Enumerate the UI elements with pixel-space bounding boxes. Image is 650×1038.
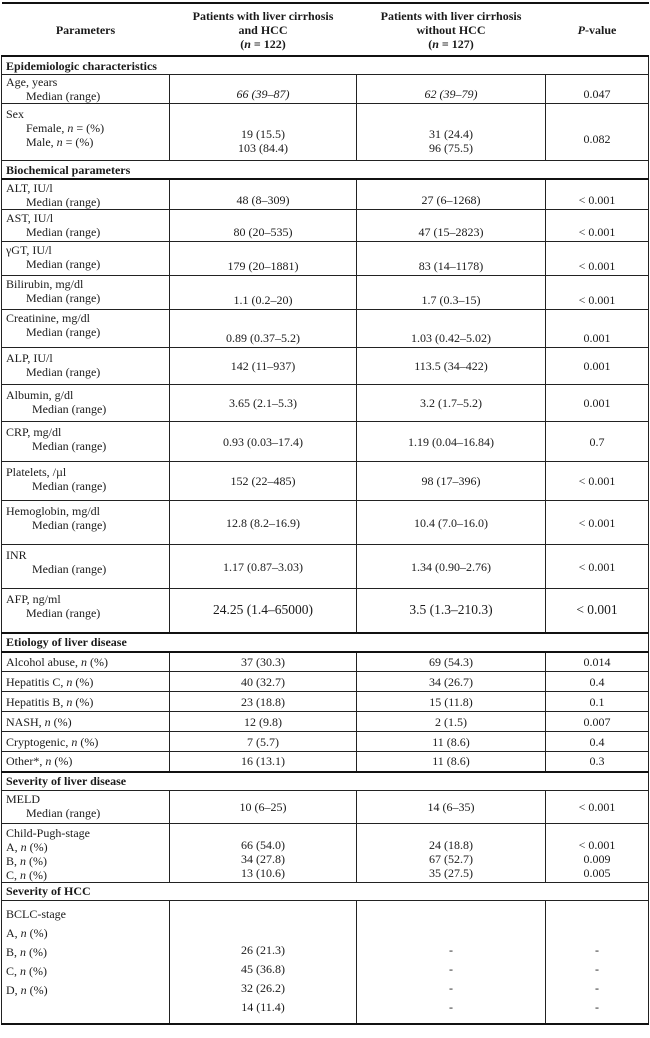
table-row: [2, 752, 649, 772]
stage-n: n: [20, 944, 27, 959]
cell-nohcc: 27 (6–1268): [357, 179, 546, 210]
section-biochemical: Biochemical parameters: [2, 161, 649, 180]
cell-p: < 0.001: [546, 210, 649, 242]
param-sub: Median (range): [26, 365, 101, 379]
param-name: Hepatitis B,: [6, 694, 67, 709]
cell-nohcc: 3.5 (1.3–210.3): [357, 589, 546, 633]
table-row: [2, 310, 649, 348]
cell-hcc: 48 (8–309): [170, 179, 357, 210]
table-row: [2, 712, 649, 732]
stage-n: n: [20, 963, 27, 978]
param-sub: Median (range): [32, 402, 107, 416]
param-pct: (%): [72, 694, 94, 709]
cell-p: 0.001: [546, 348, 649, 385]
table-row: [2, 210, 649, 242]
stage-pct: (%): [26, 944, 48, 959]
param-name: ALT, IU/l: [6, 181, 53, 195]
section-row: [2, 161, 649, 180]
param-label: [2, 652, 170, 672]
cell-nohcc: 113.5 (34–422): [357, 348, 546, 385]
cell-p: < 0.001: [546, 462, 649, 501]
param-name: γGT, IU/l: [6, 243, 52, 257]
section-row: [2, 633, 649, 652]
section-severity-hcc: Severity of HCC: [2, 882, 649, 900]
param-label: [2, 462, 170, 501]
param-label: [2, 179, 170, 210]
section-severity-liver: Severity of liver disease: [2, 772, 649, 791]
cell-hcc: 80 (20–535): [170, 210, 357, 242]
stage-no-hcc-value: 24 (18.8): [429, 837, 473, 852]
param-pct: (%): [72, 674, 94, 689]
param-child-pugh: Child-Pugh-stage A, n (%) B, n (%) C, n (%): [2, 823, 170, 882]
param-label: [2, 385, 170, 422]
cell-hcc: 1.1 (0.2–20): [170, 276, 357, 310]
stage-pct: (%): [26, 867, 48, 882]
param-pct: (%): [77, 734, 99, 749]
param-name: NASH,: [6, 714, 45, 729]
param-name: Bilirubin, mg/dl: [6, 277, 84, 291]
param-sub: Median (range): [26, 325, 101, 339]
stage-letter: C,: [6, 867, 21, 882]
header-hcc: Patients with liver cirrhosis and HCC (n = 122): [170, 3, 357, 56]
cell-hcc: 142 (11–937): [170, 348, 357, 385]
table-row: [2, 823, 649, 882]
characteristics-table: [1, 2, 649, 1025]
param-age: Age, years Median (range): [2, 75, 170, 104]
cell-nohcc: 15 (11.8): [357, 692, 546, 712]
stage-pct: (%): [26, 853, 48, 868]
sex-no-hcc: 31 (24.4) 96 (75.5): [357, 104, 546, 161]
stage-p-value: -: [595, 1000, 599, 1014]
stage-n: n: [20, 982, 27, 997]
meld-hcc: 10 (6–25): [170, 790, 357, 823]
param-sub: Median (range): [32, 439, 107, 453]
meld-p: < 0.001: [546, 790, 649, 823]
stage-no-hcc-value: -: [449, 943, 453, 957]
stage-pct: (%): [26, 925, 48, 940]
table-row: [2, 501, 649, 545]
header-parameters: Parameters: [2, 3, 170, 56]
param-label: [2, 732, 170, 752]
param-n: n: [66, 694, 73, 709]
param-n: n: [45, 754, 52, 769]
cell-p: 0.001: [546, 310, 649, 348]
cell-p: 0.4: [546, 672, 649, 692]
cell-p: < 0.001: [546, 276, 649, 310]
stage-letter: D,: [6, 982, 21, 997]
child-pugh-p: [546, 823, 649, 882]
cell-p: 0.014: [546, 652, 649, 672]
cell-hcc: 179 (20–1881): [170, 242, 357, 276]
stage-label: [6, 962, 164, 981]
stage-label: [6, 924, 164, 943]
param-pct: (%): [51, 754, 73, 769]
cell-nohcc: 1.7 (0.3–15): [357, 276, 546, 310]
cell-nohcc: 83 (14–1178): [357, 242, 546, 276]
cell-p: 0.001: [546, 385, 649, 422]
table-row: [2, 242, 649, 276]
cell-hcc: 23 (18.8): [170, 692, 357, 712]
cell-p: 0.007: [546, 712, 649, 732]
stage-pct: (%): [26, 982, 48, 997]
param-name: CRP, mg/dl: [6, 425, 62, 439]
param-sub: Median (range): [32, 479, 107, 493]
cell-nohcc: 11 (8.6): [357, 752, 546, 772]
stage-n: n: [20, 867, 27, 882]
table-row: [2, 652, 649, 672]
param-sub: Median (range): [26, 291, 101, 305]
age-hcc: 66 (39–87): [170, 75, 357, 104]
param-name: Platelets, /µl: [6, 465, 67, 479]
stage-n: n: [20, 839, 27, 854]
param-name: AFP, ng/ml: [6, 592, 61, 606]
param-sub: Median (range): [26, 606, 101, 620]
header-p-value: P-value: [546, 3, 649, 56]
param-label: [2, 276, 170, 310]
param-sub: Median (range): [26, 225, 101, 239]
param-label: [2, 692, 170, 712]
param-name: Hepatitis C,: [6, 674, 67, 689]
table-row: [2, 179, 649, 210]
table-row: [2, 900, 649, 1024]
cell-hcc: 40 (32.7): [170, 672, 357, 692]
cell-nohcc: 1.19 (0.04–16.84): [357, 422, 546, 462]
table-row: [2, 790, 649, 823]
stage-hcc-value: 14 (11.4): [241, 1000, 285, 1014]
cell-hcc: 7 (5.7): [170, 732, 357, 752]
table-row: [2, 276, 649, 310]
cell-nohcc: 98 (17–396): [357, 462, 546, 501]
param-name: Creatinine, mg/dl: [6, 311, 90, 325]
cell-hcc: 12.8 (8.2–16.9): [170, 501, 357, 545]
stage-p-value: -: [595, 962, 599, 976]
cell-nohcc: 3.2 (1.7–5.2): [357, 385, 546, 422]
param-name: Cryptogenic,: [6, 734, 72, 749]
stage-hcc-value: 45 (36.8): [241, 962, 285, 976]
param-label: [2, 672, 170, 692]
cell-hcc: 1.17 (0.87–3.03): [170, 545, 357, 589]
cell-p: < 0.001: [546, 501, 649, 545]
stage-letter: B,: [6, 853, 21, 868]
section-epidemiologic: Epidemiologic characteristics: [2, 56, 649, 75]
stage-p-value: -: [595, 981, 599, 995]
cell-hcc: 12 (9.8): [170, 712, 357, 732]
stage-letter: C,: [6, 963, 21, 978]
stage-pct: (%): [26, 963, 48, 978]
param-bclc: BCLC-stage A, n (%) B, n (%) C, n (%) D, n (%): [2, 900, 170, 1024]
param-sex: Sex Female, n = (%) Male, n = (%): [2, 104, 170, 161]
param-label: [2, 422, 170, 462]
cell-hcc: 152 (22–485): [170, 462, 357, 501]
cell-p: < 0.001: [546, 545, 649, 589]
stage-no-hcc-value: -: [449, 1000, 453, 1014]
age-p: 0.047: [546, 75, 649, 104]
param-label: [2, 545, 170, 589]
stage-hcc-value: 13 (10.6): [241, 865, 285, 880]
stage-no-hcc-value: 67 (52.7): [429, 851, 473, 866]
section-row: [2, 882, 649, 900]
param-sub: Median (range): [26, 257, 101, 271]
table-row: [2, 732, 649, 752]
param-name: INR: [6, 548, 27, 562]
bclc-p: [546, 900, 649, 1024]
stage-p-value: < 0.001: [578, 837, 616, 852]
stage-p-value: 0.009: [583, 851, 611, 866]
child-pugh-hcc: [170, 823, 357, 882]
param-label: [2, 242, 170, 276]
section-etiology: Etiology of liver disease: [2, 633, 649, 652]
table-row: [2, 545, 649, 589]
cell-p: < 0.001: [546, 179, 649, 210]
table-row: [2, 692, 649, 712]
bclc-no-hcc: [357, 900, 546, 1024]
cell-p: 0.1: [546, 692, 649, 712]
stage-letter: B,: [6, 944, 21, 959]
table-row: [2, 348, 649, 385]
table-row: [2, 672, 649, 692]
stage-hcc-value: 26 (21.3): [241, 943, 285, 957]
stage-letter: A,: [6, 839, 21, 854]
header-no-hcc: Patients with liver cirrhosis without HCC (n = 127): [357, 3, 546, 56]
stage-label: [6, 981, 164, 1000]
cell-hcc: 24.25 (1.4–65000): [170, 589, 357, 633]
cell-p: 0.4: [546, 732, 649, 752]
param-name: Alcohol abuse,: [6, 654, 81, 669]
cell-p: < 0.001: [546, 242, 649, 276]
cell-nohcc: 2 (1.5): [357, 712, 546, 732]
stage-no-hcc-value: 35 (27.5): [429, 865, 473, 880]
stage-label: [6, 854, 164, 868]
param-label: [2, 348, 170, 385]
cell-nohcc: 47 (15–2823): [357, 210, 546, 242]
stage-pct: (%): [26, 839, 48, 854]
stage-label: [6, 943, 164, 962]
section-row: [2, 56, 649, 75]
param-label: [2, 210, 170, 242]
cell-p: 0.7: [546, 422, 649, 462]
stage-no-hcc-value: -: [449, 962, 453, 976]
cell-hcc: 0.93 (0.03–17.4): [170, 422, 357, 462]
stage-p-value: -: [595, 943, 599, 957]
table-header-row: [2, 3, 649, 56]
param-n: n: [66, 674, 73, 689]
cell-nohcc: 69 (54.3): [357, 652, 546, 672]
cell-hcc: 3.65 (2.1–5.3): [170, 385, 357, 422]
param-name: Other*,: [6, 754, 46, 769]
cell-nohcc: 34 (26.7): [357, 672, 546, 692]
stage-label: [6, 868, 164, 882]
param-sub: Median (range): [32, 562, 107, 576]
param-meld: MELD Median (range): [2, 790, 170, 823]
stage-n: n: [20, 925, 27, 940]
cell-hcc: 0.89 (0.37–5.2): [170, 310, 357, 348]
meld-no-hcc: 14 (6–35): [357, 790, 546, 823]
param-name: AST, IU/l: [6, 211, 54, 225]
age-no-hcc: 62 (39–79): [357, 75, 546, 104]
table-row: [2, 462, 649, 501]
param-label: [2, 310, 170, 348]
child-pugh-no-hcc: [357, 823, 546, 882]
param-label: [2, 752, 170, 772]
stage-hcc-value: 66 (54.0): [241, 837, 285, 852]
cell-nohcc: 1.03 (0.42–5.02): [357, 310, 546, 348]
param-label: [2, 501, 170, 545]
stage-n: n: [20, 853, 27, 868]
sex-p: 0.082: [546, 104, 649, 161]
stage-p-value: 0.005: [583, 865, 611, 880]
bclc-hcc: [170, 900, 357, 1024]
param-n: n: [44, 714, 51, 729]
stage-label: [6, 840, 164, 854]
cell-nohcc: 1.34 (0.90–2.76): [357, 545, 546, 589]
stage-no-hcc-value: -: [449, 981, 453, 995]
param-sub: Median (range): [26, 195, 101, 209]
table-row: [2, 422, 649, 462]
param-name: Hemoglobin, mg/dl: [6, 504, 100, 518]
param-label: [2, 712, 170, 732]
section-row: [2, 772, 649, 791]
table-row: [2, 104, 649, 161]
cell-nohcc: 11 (8.6): [357, 732, 546, 752]
table-row: [2, 75, 649, 104]
table-row: [2, 589, 649, 633]
cell-hcc: 16 (13.1): [170, 752, 357, 772]
stage-hcc-value: 32 (26.2): [241, 981, 285, 995]
table-row: [2, 385, 649, 422]
stage-hcc-value: 34 (27.8): [241, 851, 285, 866]
cell-hcc: 37 (30.3): [170, 652, 357, 672]
cell-p: < 0.001: [546, 589, 649, 633]
param-pct: (%): [50, 714, 72, 729]
param-n: n: [80, 654, 87, 669]
cell-nohcc: 10.4 (7.0–16.0): [357, 501, 546, 545]
param-n: n: [71, 734, 78, 749]
param-name: ALP, IU/l: [6, 351, 53, 365]
param-pct: (%): [86, 654, 108, 669]
param-sub: Median (range): [32, 518, 107, 532]
param-name: Albumin, g/dl: [6, 388, 74, 402]
stage-letter: A,: [6, 925, 21, 940]
cell-p: 0.3: [546, 752, 649, 772]
sex-hcc: 19 (15.5) 103 (84.4): [170, 104, 357, 161]
param-label: [2, 589, 170, 633]
